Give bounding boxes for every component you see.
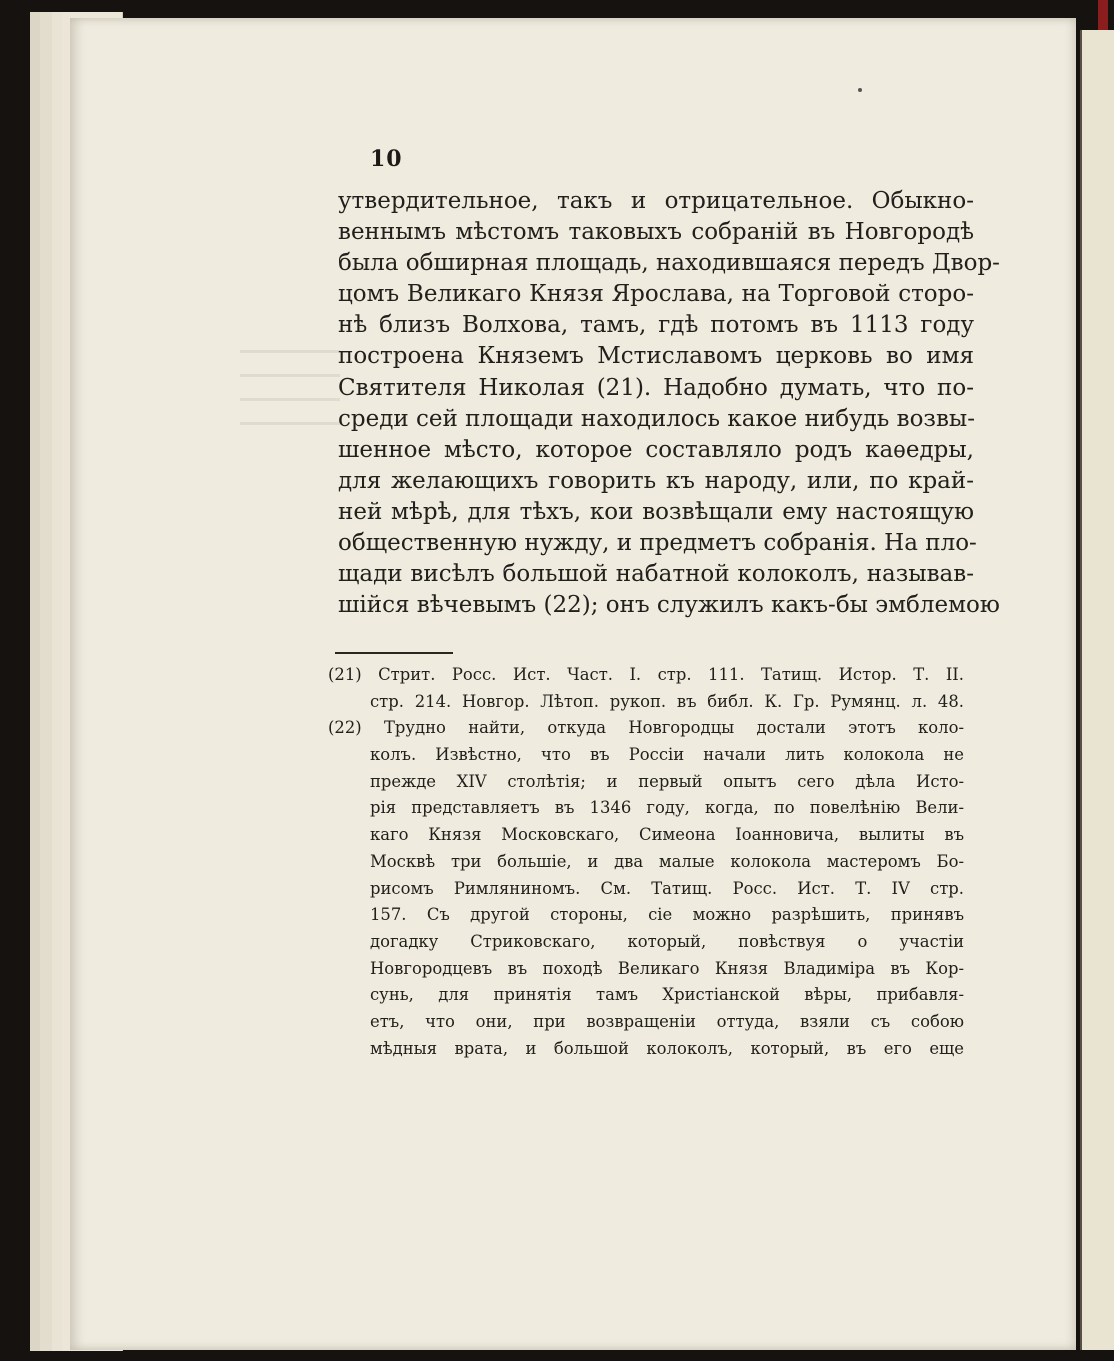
footnote-line: рисомъ Римляниномъ. См. Татищ. Росс. Ист. Т. IV стр. — [370, 878, 964, 898]
footnote-line: Новгородцевъ въ походѣ Великаго Князя Владиміра въ Кор- — [370, 958, 964, 978]
text-line: для желающихъ говорить къ народу, или, по край- — [338, 467, 974, 494]
bookmark-ribbon — [1098, 0, 1108, 30]
text-line: веннымъ мѣстомъ таковыхъ собраній въ Новгородѣ — [338, 219, 974, 246]
text-line: нѣ близъ Волхова, тамъ, гдѣ потомъ въ 1113 году — [338, 312, 974, 339]
footnote-line: догадку Стриковскаго, который, повѣствуя о участіи — [370, 931, 964, 951]
footnote-line: (22) Трудно найти, откуда Новгородцы достали этотъ коло- — [328, 718, 964, 738]
text-line: общественную нужду, и предметъ собранія. На пло- — [338, 530, 977, 557]
text-line: построена Княземъ Мстиславомъ церковь во имя — [338, 343, 974, 370]
text-line: цомъ Великаго Князя Ярослава, на Торговой сторо- — [338, 281, 974, 308]
text-line: среди сей площади находилось какое нибудь возвы- — [338, 405, 975, 432]
main-text — [338, 186, 1000, 621]
footnote-line: (21) Стрит. Росс. Ист. Част. I. стр. 111. Татищ. Истор. Т. II. — [328, 665, 964, 684]
footnotes — [328, 662, 964, 1062]
text-line: шенное мѣсто, которое составляло родъ каѳедры, — [338, 436, 974, 463]
text-line: шійся вѣчевымъ (22); онъ служилъ какъ-бы эмблемою — [338, 592, 1000, 619]
footnote-line: колъ. Извѣстно, что въ Россіи начали лить колокола не — [370, 745, 964, 765]
text-line: ней мѣрѣ, для тѣхъ, кои возвѣщали ему настоящую — [338, 498, 974, 525]
paper-speck — [858, 88, 862, 92]
footnote-line: рія представляетъ въ 1346 году, когда, по повелѣнію Вели- — [370, 798, 964, 818]
text-line: была обширная площадь, находившаяся передъ Двор- — [338, 250, 1000, 277]
text-line: Святителя Николая (21). Надобно думать, что по- — [338, 374, 974, 401]
facing-page-edge — [1080, 30, 1114, 1350]
footnote-line: етъ, что они, при возвращеніи оттуда, взяли съ собою — [370, 1011, 964, 1031]
text-line: утвердительное, такъ и отрицательное. Обыкно- — [338, 188, 974, 214]
footnote-line: сунь, для принятія тамъ Христіанской вѣры, прибавля- — [370, 985, 964, 1005]
text-line: щади висѣлъ большой набатной колоколъ, называв- — [338, 561, 974, 588]
show-through-text — [240, 350, 340, 440]
footnote-line: Москвѣ три большіе, и два малые колокола мастеромъ Бо- — [370, 851, 964, 871]
footnote-divider — [335, 652, 453, 654]
footnote-line: стр. 214. Новгор. Лѣтоп. рукоп. въ библ. К. Гр. Румянц. л. 48. — [370, 691, 964, 711]
footnote-line: каго Князя Московскаго, Симеона Іоанновича, вылиты въ — [370, 825, 964, 845]
footnote-line: прежде XIV столѣтія; и первый опытъ сего дѣла Исто- — [370, 771, 964, 791]
footnote-line: мѣдныя врата, и большой колоколъ, который, въ его еще — [370, 1038, 964, 1058]
page-number: 10 — [370, 146, 403, 172]
footnote-line: 157. Съ другой стороны, сіе можно разрѣшить, принявъ — [370, 905, 964, 925]
